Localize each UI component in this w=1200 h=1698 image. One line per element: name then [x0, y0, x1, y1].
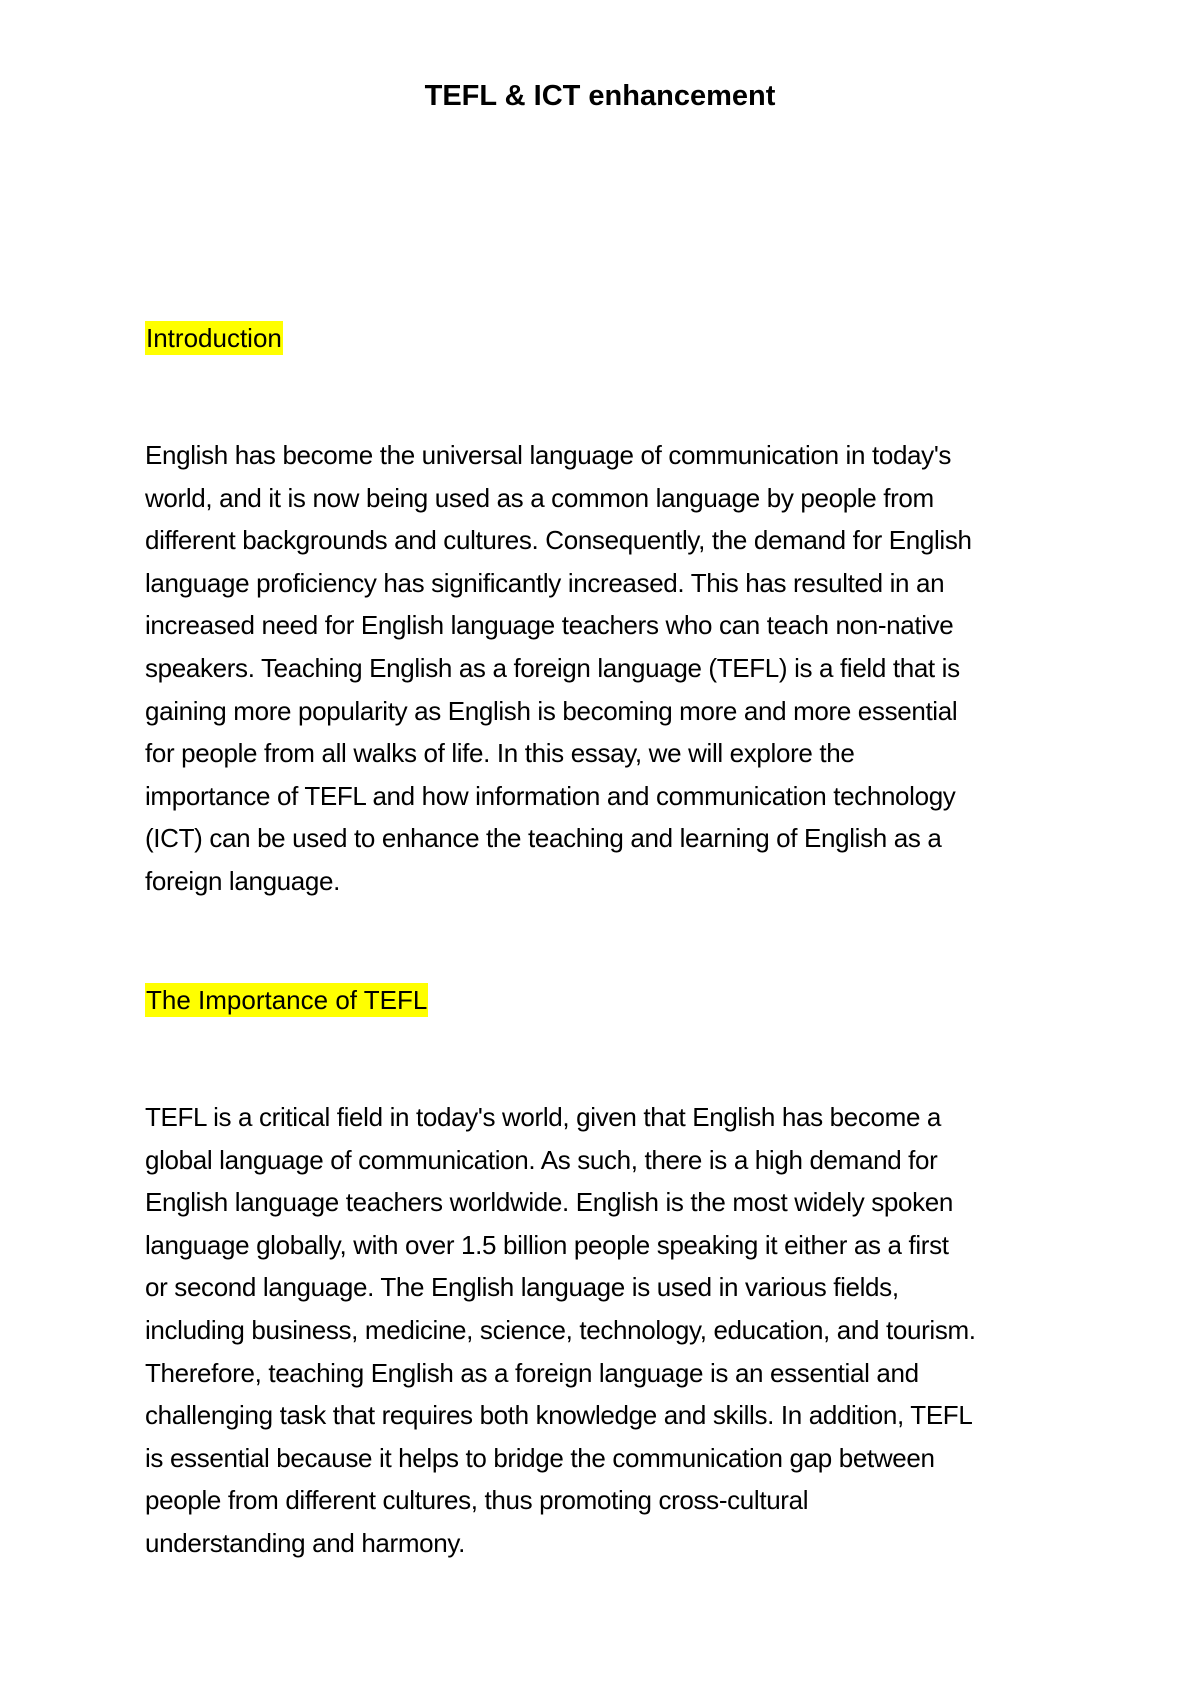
text-line: language proficiency has significantly increased. This has resulted in an	[145, 567, 945, 598]
text-line: for people from all walks of life. In this essay, we will explore the	[145, 738, 855, 769]
text-line: TEFL is a critical field in today's world, given that English has become a	[145, 1102, 942, 1132]
text-line: gaining more popularity as English is becoming more and more essential	[145, 695, 958, 726]
text-line: Therefore, teaching English as a foreign language is an essential and	[145, 1357, 919, 1388]
text-line: people from different cultures, thus promoting cross-cultural	[145, 1485, 809, 1516]
text-line: language globally, with over 1.5 billion people speaking it either as a first	[145, 1229, 949, 1260]
highlighted-heading-text: The Importance of TEFL	[146, 985, 428, 1015]
section-heading-importance-of-tefl	[145, 982, 428, 1018]
text-line: challenging task that requires both knowledge and skills. In addition, TEFL	[145, 1400, 973, 1431]
text-line: different backgrounds and cultures. Consequently, the demand for English	[145, 525, 972, 556]
highlighted-heading-text: Introduction	[146, 323, 282, 353]
text-line: world, and it is now being used as a common language by people from	[145, 482, 934, 513]
text-line: or second language. The English language is used in various fields,	[145, 1272, 899, 1303]
text-line: is essential because it helps to bridge the communication gap between	[145, 1442, 935, 1473]
text-line: foreign language.	[145, 865, 340, 896]
text-line: importance of TEFL and how information and communication technology	[145, 780, 956, 811]
text-line: increased need for English language teachers who can teach non-native	[145, 610, 954, 641]
text-line: English language teachers worldwide. English is the most widely spoken	[145, 1187, 953, 1218]
text-line: speakers. Teaching English as a foreign language (TEFL) is a field that is	[145, 652, 960, 683]
text-line: English has become the universal language of communication in today's	[145, 440, 952, 470]
text-line: including business, medicine, science, technology, education, and tourism.	[145, 1314, 976, 1345]
text-line: (ICT) can be used to enhance the teaching and learning of English as a	[145, 823, 942, 854]
document-title: TEFL & ICT enhancement	[424, 80, 776, 112]
section-heading-introduction	[145, 320, 283, 356]
introduction-paragraph	[145, 434, 1145, 903]
text-line: understanding and harmony.	[145, 1527, 465, 1558]
importance-paragraph	[145, 1096, 1145, 1565]
text-line: global language of communication. As such, there is a high demand for	[145, 1144, 938, 1175]
